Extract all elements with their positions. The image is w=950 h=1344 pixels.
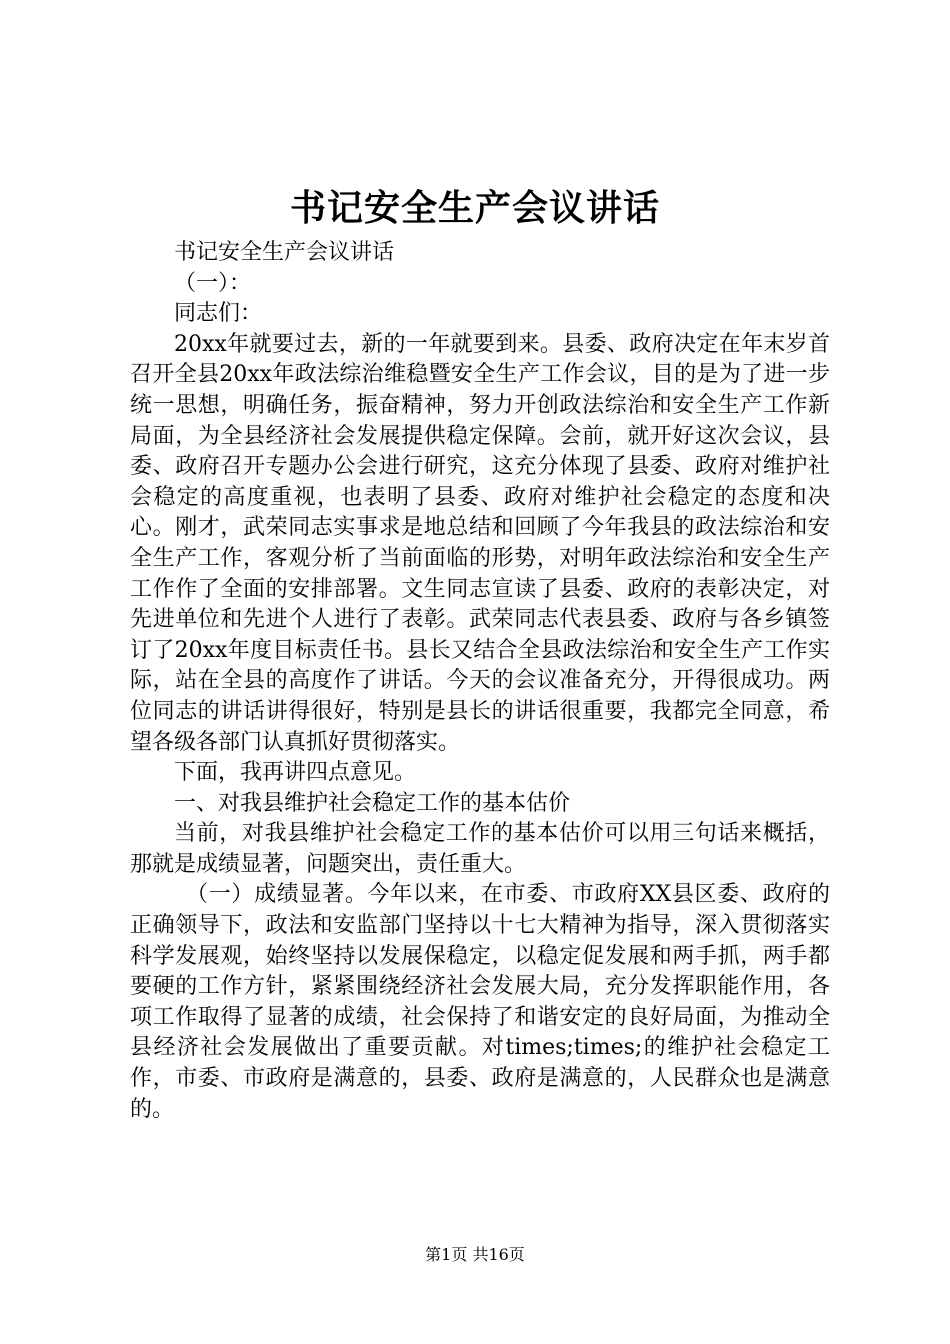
paragraph-assessment: 当前，对我县维护社会稳定工作的基本估价可以用三句话来概括，那就是成绩显著，问题突出，责任重大。 — [130, 821, 830, 877]
paragraph-section-marker: （一）： — [174, 270, 252, 296]
paragraph-salutation: 同志们： — [174, 301, 263, 327]
paragraph-heading-one: 一、对我县维护社会稳定工作的基本估价 — [174, 790, 571, 816]
document-title: 书记安全生产会议讲话 — [289, 187, 660, 229]
document-body — [130, 238, 830, 1125]
paragraph-achievements: （一）成绩显著。今年以来，在市委、市政府XX县区委、政府的正确领导下，政法和安监部门坚持以十七大精神为指导，深入贯彻落实科学发展观，始终坚持以发展保稳定，以稳定促发展和两手抓，两手都要硬的工作方针，紧紧围绕经济社会发展大局，充分发挥职能作用，各项工作取得了显著的成绩，社会保持了和谐安定的良好局面，为推动全县经济社会发展做出了重要贡献。对times;times;的维护社会稳定工作，市委、市政府是满意的，县委、政府是满意的，人民群众也是满意的。 — [130, 882, 830, 1122]
page-footer: 第1页 共16页 — [425, 1245, 525, 1264]
paragraph-subtitle: 书记安全生产会议讲话 — [174, 240, 395, 265]
paragraph-opening: 20xx年就要过去，新的一年就要到来。县委、政府决定在年末岁首召开全县20xx年政法综治维稳暨安全生产工作会议，目的是为了进一步统一思想，明确任务，振奋精神，努力开创政法综治和安全生产工作新局面，为全县经济社会发展提供稳定保障。会前，就开好这次会议，县委、政府召开专题办公会进行研究，这充分体现了县委、政府对维护社会稳定的高度重视，也表明了县委、政府对维护社会稳定的态度和决心。刚才，武荣同志实事求是地总结和回顾了今年我县的政法综治和安全生产工作，客观分析了当前面临的形势，对明年政法综治和安全生产工作作了全面的安排部署。文生同志宣读了县委、政府的表彰决定，对先进单位和先进个人进行了表彰。武荣同志代表县委、政府与各乡镇签订了20xx年度目标责任书。县长又结合全县政法综治和安全生产工作实际，站在全县的高度作了讲话。今天的会议准备充分，开得很成功。两位同志的讲话讲得很好，特别是县长的讲话很重要，我都完全同意，希望各级各部门认真抓好贯彻落实。 — [130, 331, 830, 755]
paragraph-transition: 下面，我再讲四点意见。 — [174, 760, 417, 786]
